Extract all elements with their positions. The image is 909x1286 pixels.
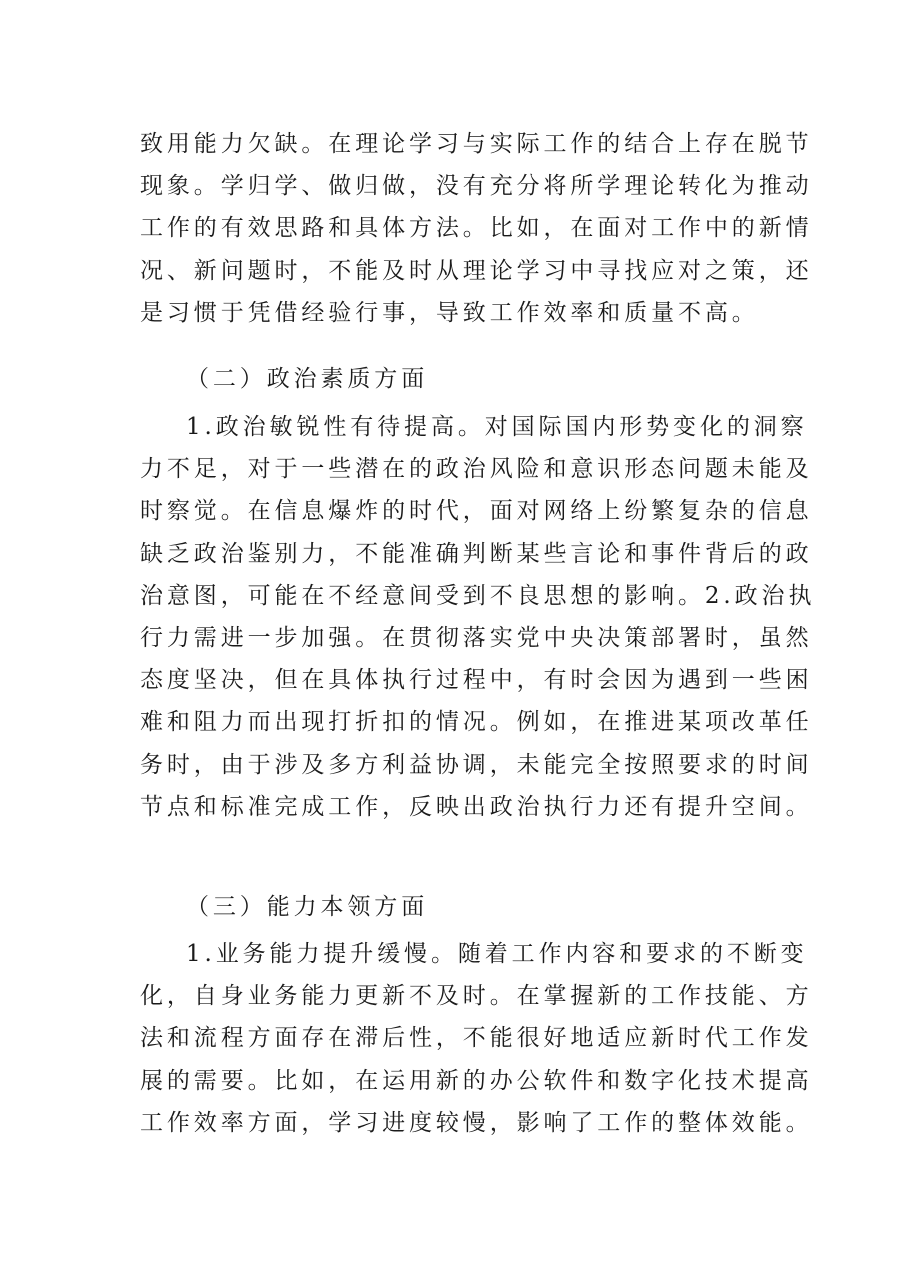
text-line: 致用能力欠缺。在理论学习与实际工作的结合上存在脱节: [140, 131, 813, 157]
text-line: 缺乏政治鉴别力，不能准确判断某些言论和事件背后的政: [140, 540, 813, 567]
text-line: 1.政治敏锐性有待提高。对国际国内形势变化的洞察: [186, 414, 808, 440]
text-line: 工作的有效思路和具体方法。比如，在面对工作中的新情: [140, 215, 813, 242]
text-line: 态度坚决，但在具体执行过程中，有时会因为遇到一些困: [140, 667, 813, 694]
section-heading-political-quality: （二）政治素质方面: [186, 366, 429, 392]
text-line: 1.业务能力提升缓慢。随着工作内容和要求的不断变: [186, 941, 808, 967]
text-line: 行力需进一步加强。在贯彻落实党中央决策部署时，虽然: [140, 624, 813, 651]
text-line: 化，自身业务能力更新不及时。在掌握新的工作技能、方: [140, 983, 813, 1010]
text-line: 工作效率方面，学习进度较慢，影响了工作的整体效能。: [140, 1109, 813, 1136]
paragraph-ability: [140, 933, 813, 1144]
paragraph-continuation: [140, 123, 813, 334]
text-line: 法和流程方面存在滞后性，不能很好地适应新时代工作发: [140, 1025, 813, 1052]
text-line: 节点和标准完成工作，反映出政治执行力还有提升空间。: [140, 793, 813, 820]
text-line: 展的需要。比如，在运用新的办公软件和数字化技术提高: [140, 1067, 813, 1094]
text-line: 治意图，可能在不经意间受到不良思想的影响。2.政治执: [140, 582, 816, 609]
text-line: 时察觉。在信息爆炸的时代，面对网络上纷繁复杂的信息: [140, 498, 813, 525]
text-line: 力不足，对于一些潜在的政治风险和意识形态问题未能及: [140, 456, 813, 483]
text-line: 难和阻力而出现打折扣的情况。例如，在推进某项改革任: [140, 709, 813, 736]
paragraph-political-quality: [140, 406, 816, 828]
text-line: 是习惯于凭借经验行事，导致工作效率和质量不高。: [140, 299, 759, 326]
text-line: 务时，由于涉及多方利益协调，未能完全按照要求的时间: [140, 751, 813, 778]
text-line: 况、新问题时，不能及时从理论学习中寻找应对之策，还: [140, 257, 813, 284]
text-line: 现象。学归学、做归做，没有充分将所学理论转化为推动: [140, 173, 813, 200]
section-heading-ability: （三）能力本领方面: [186, 894, 429, 920]
